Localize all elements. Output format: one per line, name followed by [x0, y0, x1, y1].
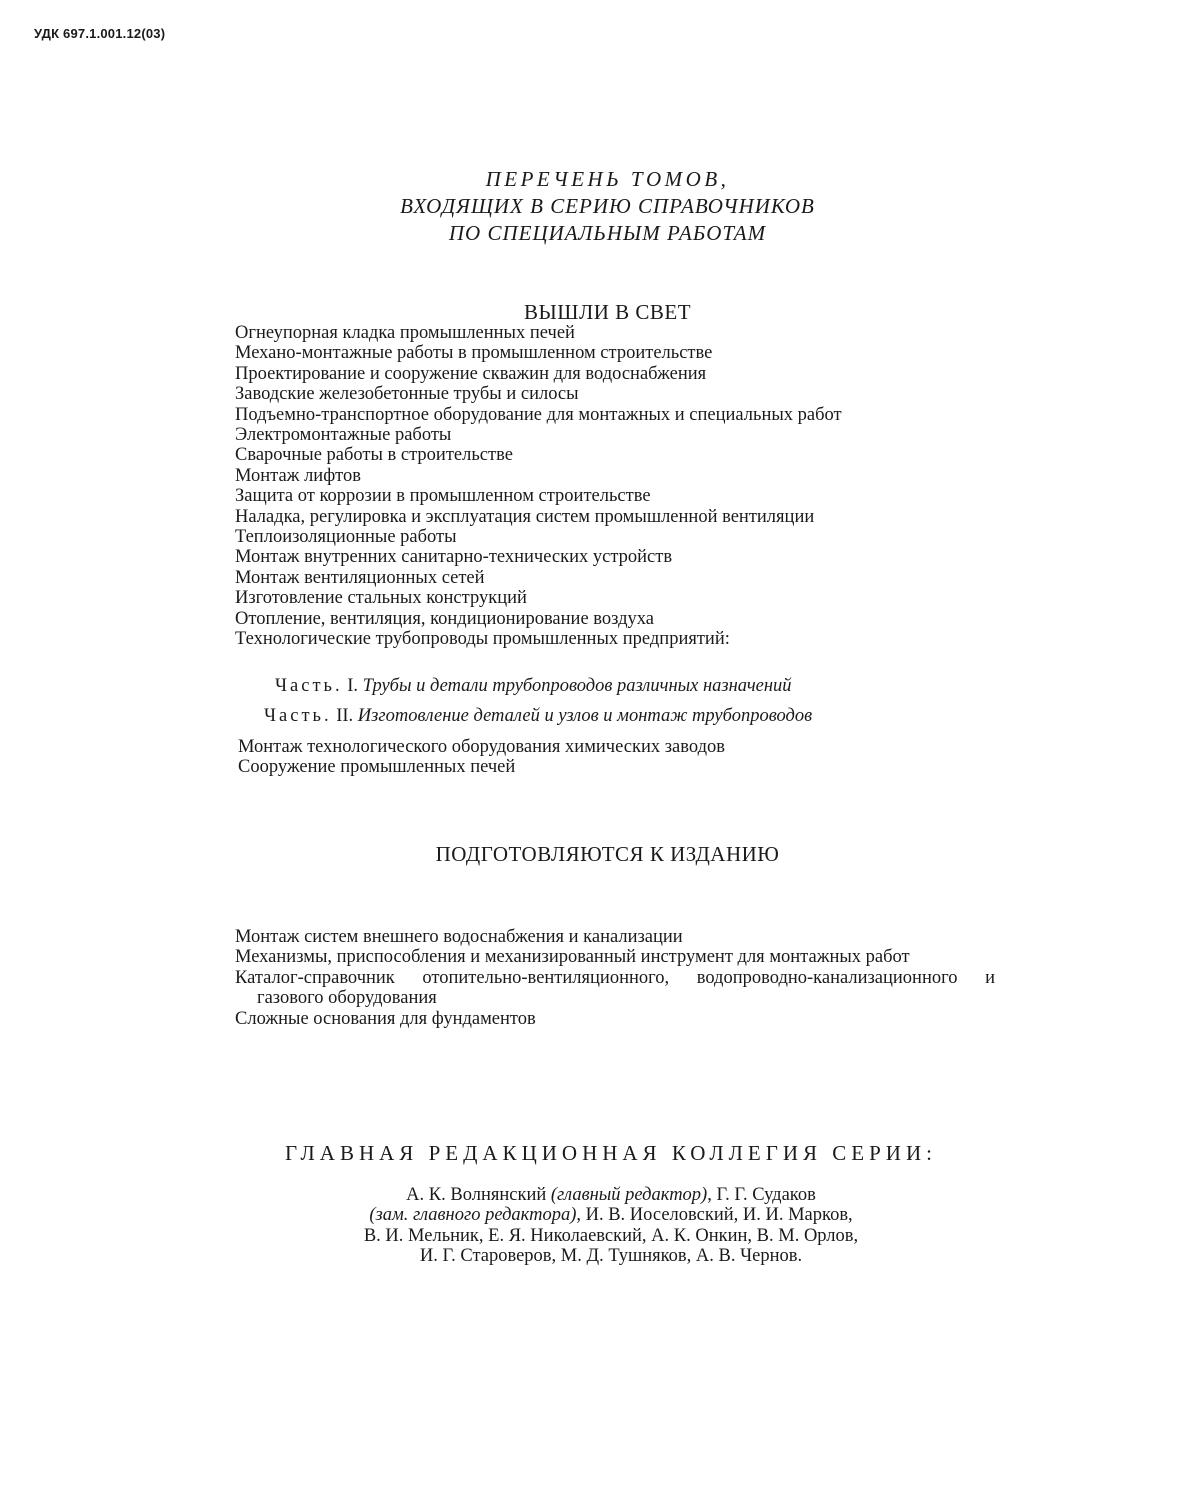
list-item: Монтаж внутренних санитарно-технических устройств: [235, 547, 673, 568]
board-name: А. К. Волнянский: [406, 1185, 551, 1205]
list-item: Механизмы, приспособления и механизированный инструмент для монтажных работ: [235, 947, 910, 968]
list-item: Сложные основания для фундаментов: [235, 1008, 536, 1029]
part-label: Часть.: [264, 706, 332, 726]
list-item: Наладка, регулировка и эксплуатация систем промышленной вентиляции: [235, 506, 815, 527]
list-item: Отопление, вентиляция, кондиционирование воздуха: [235, 608, 654, 629]
part-title: Трубы и детали трубопроводов различных назначений: [362, 676, 792, 696]
part-1: [275, 676, 792, 697]
list-item: Изготовление стальных конструкций: [235, 588, 527, 609]
list-item: Каталог-справочник отопительно-вентиляционного, водопроводно-канализационного и газового оборудования: [235, 967, 995, 1009]
board-names: , И. В. Иоселовский, И. И. Марков,: [576, 1205, 853, 1226]
list-item: Сооружение промышленных печей: [238, 757, 516, 778]
title-line-2: ВХОДЯЩИХ В СЕРИЮ СПРАВОЧНИКОВ: [400, 194, 815, 218]
board-name: , Г. Г. Судаков: [707, 1185, 816, 1205]
list-item: Проектирование и сооружение скважин для водоснабжения: [235, 363, 707, 384]
list-item: Защита от коррозии в промышленном строительстве: [235, 486, 651, 507]
board-line-2: [0, 1205, 1200, 1225]
board-line-3: В. И. Мельник, Е. Я. Николаевский, А. К. Онкин, В. М. Орлов,: [363, 1225, 859, 1246]
part-number: II.: [336, 706, 354, 726]
list-item: Механо-монтажные работы в промышленном строительстве: [235, 343, 713, 364]
board-role: (главный редактор): [550, 1185, 708, 1205]
title-line-3: ПО СПЕЦИАЛЬНЫМ РАБОТАМ: [448, 221, 767, 245]
list-item: Технологические трубопроводы промышленных предприятий:: [235, 629, 730, 650]
list-item: Монтаж вентиляционных сетей: [235, 567, 485, 588]
editorial-board-heading: ГЛАВНАЯ РЕДАКЦИОННАЯ КОЛЛЕГИЯ СЕРИИ:: [285, 1141, 937, 1165]
list-item: Электромонтажные работы: [235, 425, 452, 446]
title-line-1: ПЕРЕЧЕНЬ ТОМОВ,: [485, 167, 730, 191]
preparing-heading: ПОДГОТОВЛЯЮТСЯ К ИЗДАНИЮ: [435, 842, 780, 866]
list-item: Сварочные работы в строительстве: [235, 445, 513, 466]
list-item: Монтаж систем внешнего водоснабжения и канализации: [235, 927, 683, 947]
part-2: [264, 706, 812, 727]
part-title: Изготовление деталей и узлов и монтаж трубопроводов: [357, 706, 813, 726]
page-title: [0, 166, 1200, 247]
editorial-board-members: [0, 1185, 1200, 1267]
board-line-4: И. Г. Староверов, М. Д. Тушняков, А. В. Чернов.: [419, 1246, 803, 1267]
board-line-1: [0, 1185, 1200, 1205]
list-item: Монтаж лифтов: [235, 465, 362, 486]
preparing-list: [235, 927, 995, 1029]
list-item: Теплоизоляционные работы: [235, 527, 457, 548]
list-item: Огнеупорная кладка промышленных печей: [235, 323, 575, 343]
published-list-continued: [238, 737, 998, 778]
list-item: Заводские железобетонные трубы и силосы: [235, 384, 579, 405]
list-item: Подъемно-транспортное оборудование для монтажных и специальных работ: [235, 404, 842, 425]
udk-code: УДК 697.1.001.12(03): [34, 26, 166, 41]
list-item: Монтаж технологического оборудования химических заводов: [238, 737, 725, 757]
part-label: Часть.: [275, 676, 343, 696]
part-number: I.: [347, 676, 359, 696]
published-heading: ВЫШЛИ В СВЕТ: [523, 300, 692, 324]
board-role: (зам. главного редактора): [369, 1205, 577, 1226]
published-list: [235, 323, 995, 650]
